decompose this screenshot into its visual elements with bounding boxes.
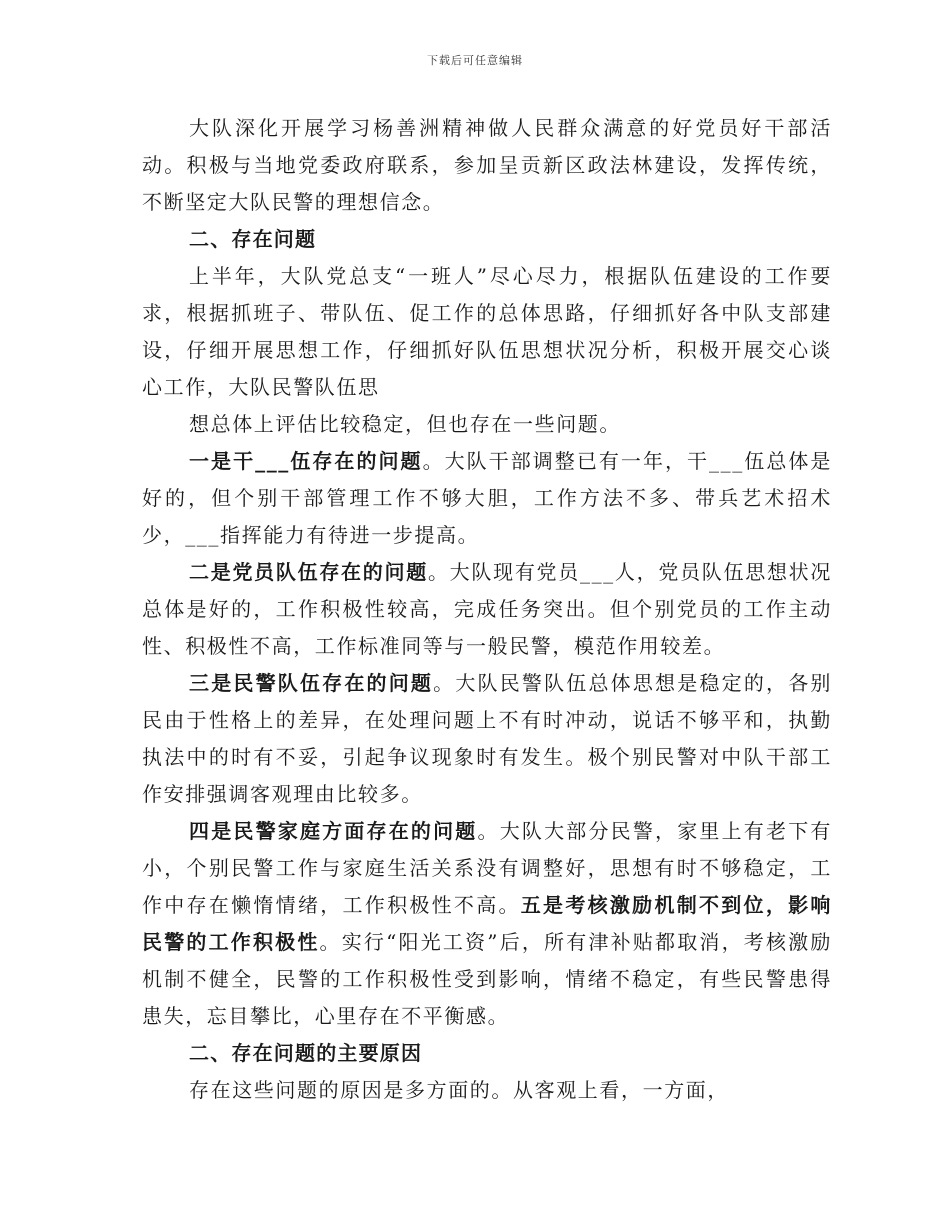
- point-three-title: 三是民警队伍存在的问题: [189, 671, 434, 695]
- paragraph-party-members: [142, 554, 832, 665]
- paragraph-police-team: [142, 665, 832, 813]
- point-five-text: 。实行“阳光工资”后，所有津补贴都取消，考核激励机制不健全，民警的工作积极性受到影响，情绪不稳定，有些民警患得患失，忘目攀比，心里存在不平衡感。: [142, 930, 832, 1028]
- page-header: 下载后可任意编辑: [427, 54, 523, 67]
- point-four-title: 四是民警家庭方面存在的问题: [189, 819, 478, 843]
- section-heading-problems: 二、存在问题: [189, 227, 317, 251]
- point-one-text: 。大队干部调整已有一年，干___伍总体是好的，但个别干部管理工作不够大胆，工作方法不多、带兵艺术招术少，___指挥能力有待进一步提高。: [142, 449, 833, 547]
- paragraph-family-and-incentives: [142, 813, 832, 1035]
- paragraph-overview: 上半年，大队党总支“一班人”尽心尽力，根据队伍建设的工作要求，根据抓班子、带队伍、促工作的总体思路，仔细抓好各中队支部建设，仔细开展思想工作，仔细抓好队伍思想状况分析，积极开展交心谈心工作，大队民警队伍思: [142, 264, 832, 399]
- paragraph-causes: 存在这些问题的原因是多方面的。从客观上看，一方面，: [189, 1078, 729, 1102]
- paragraph-overview-continued: 想总体上评估比较稳定，但也存在一些问题。: [189, 412, 621, 436]
- document-body: [142, 110, 832, 1109]
- paragraph-activities: 大队深化开展学习杨善洲精神做人民群众满意的好党员好干部活动。积极与当地党委政府联系，参加呈贡新区政法林建设，发挥传统，不断坚定大队民警的理想信念。: [142, 116, 832, 214]
- point-one-title: 一是干___伍存在的问题: [189, 449, 423, 473]
- paragraph-cadre-team: [142, 443, 832, 554]
- point-two-text: 。大队现有党员___人，党员队伍思想状况总体是好的，工作积极性较高，完成任务突出。但个别党员的工作主动性、积极性不高，工作标准同等与一般民警，模范作用较差。: [142, 560, 832, 658]
- section-heading-causes: 二、存在问题的主要原因: [189, 1041, 423, 1065]
- point-three-text: 。大队民警队伍总体思想是稳定的，各别民由于性格上的差异，在处理问题上不有时冲动，说话不够平和，执勤执法中的时有不妥，引起争议现象时有发生。极个别民警对中队干部工作安排强调客观理由比较多。: [142, 671, 832, 806]
- point-two-title: 二是党员队伍存在的问题: [189, 560, 428, 584]
- point-four-text: 。大队大部分民警，家里上有老下有小，个别民警工作与家庭生活关系没有调整好，思想有时不够稳定，工作中存在懒惰情绪，工作积极性不高。: [142, 819, 832, 917]
- point-five-title: 五是考核激励机制不到位，影响民警的工作积极性: [142, 893, 833, 954]
